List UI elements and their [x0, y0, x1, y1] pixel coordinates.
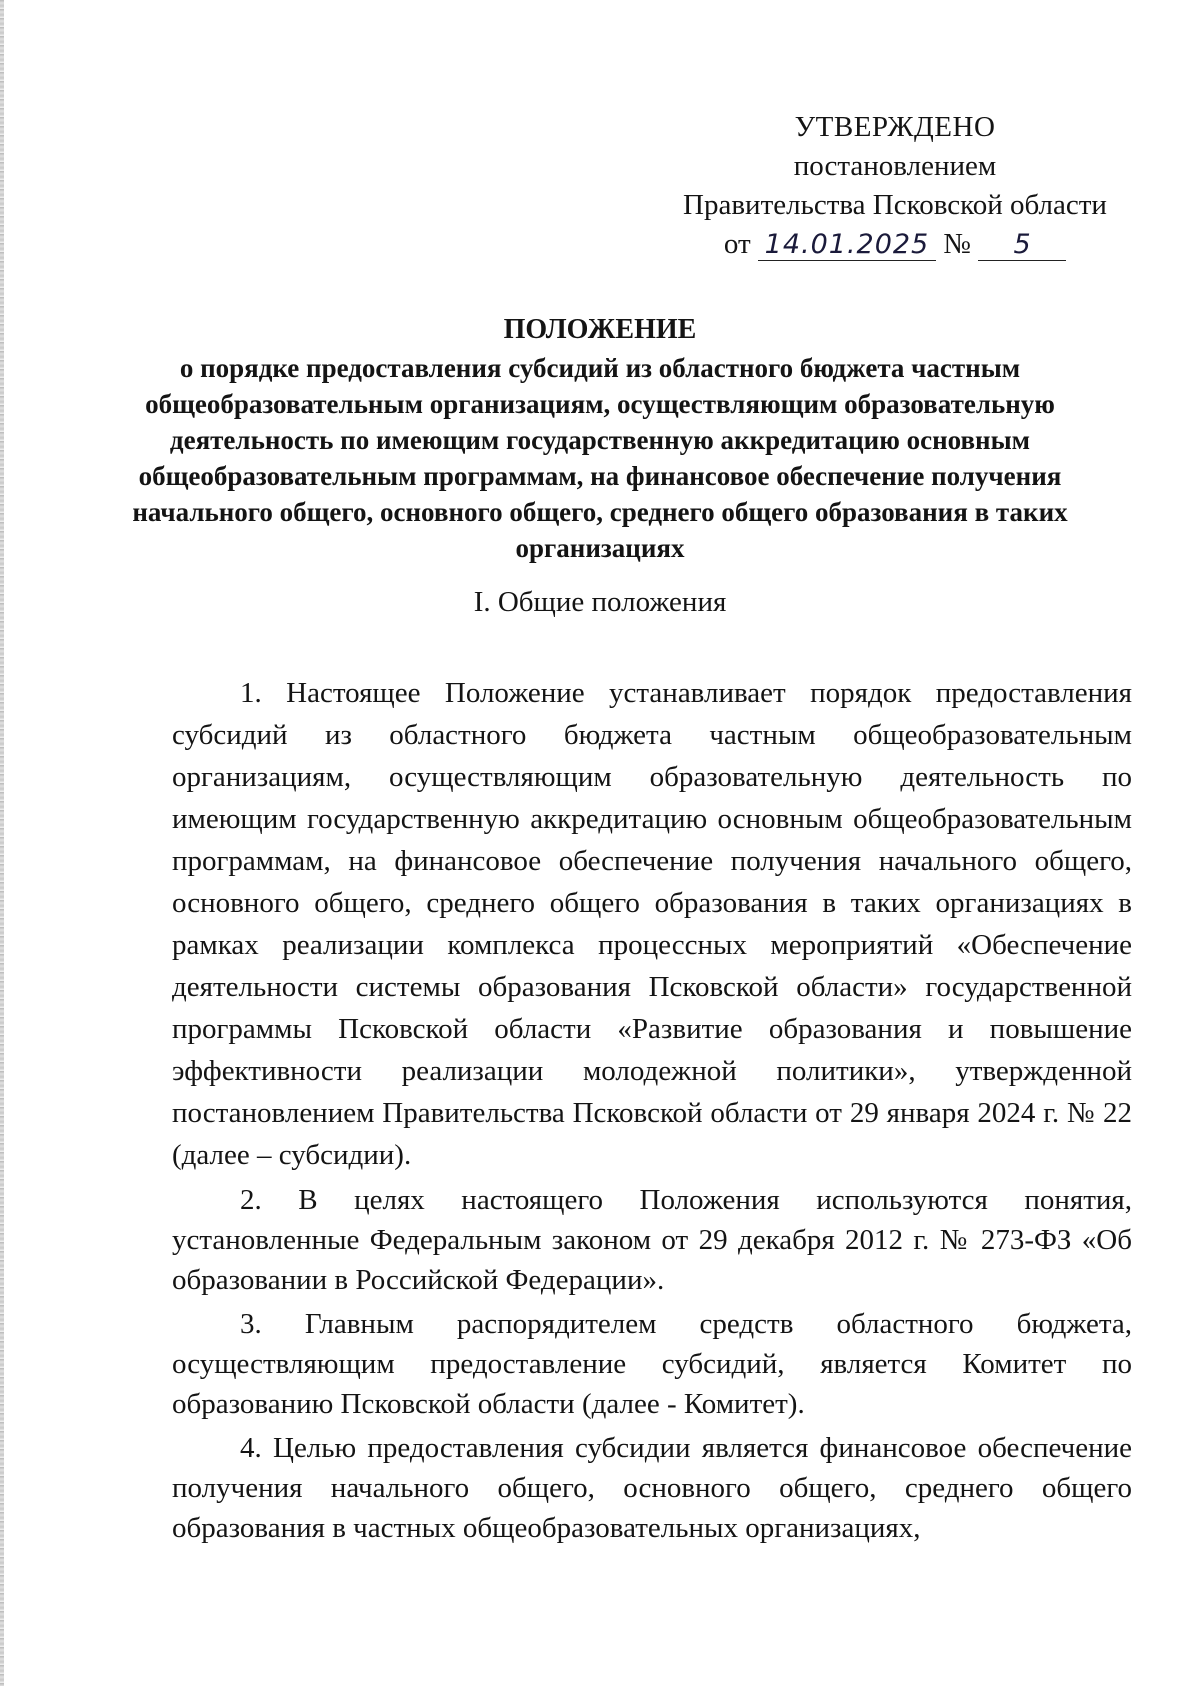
paragraph-1: 1. Настоящее Положение устанавливает порядок предоставления субсидий из областного бюджета частным общеобразовательным организациям, осуществляющим образовательную деятельность по имеющим государственную аккредитацию основным общеобразовательным программам, на финансовое обеспечение получения начального общего, основного общего, среднего общего образования в таких организациях в рамках реализации комплекса процессных мероприятий «Обеспечение деятельности системы образования Псковской области» государственной программы Псковской области «Развитие образования и повышение эффективности реализации молодежной политики», утвержденной постановлением Правительства Псковской области от 29 января 2024 г. № 22 (далее – субсидии).: [172, 677, 1132, 1171]
handwritten-date: 14.01.2025: [758, 230, 936, 261]
approval-title: УТВЕРЖДЕНО: [794, 111, 996, 143]
document-heading: [100, 312, 1100, 566]
document-body: [172, 672, 1132, 1548]
approval-date-number-line: [660, 225, 1130, 264]
document-title: ПОЛОЖЕНИЕ: [503, 314, 697, 345]
approval-line-resolution: постановлением: [793, 150, 997, 182]
paragraph-4: 4. Целью предоставления субсидии является финансовое обеспечение получения начального общего, основного общего, среднего общего образования в частных общеобразовательных организациях,: [172, 1432, 1132, 1544]
number-prefix: №: [943, 228, 971, 260]
approval-line-government: Правительства Псковской области: [683, 189, 1107, 221]
date-prefix: от: [723, 228, 751, 260]
section-title: I. Общие положения: [473, 586, 727, 618]
document-subtitle: о порядке предоставления субсидий из областного бюджета частным общеобразовательным организациям, осуществляющим образовательную деятельность по имеющим государственную аккредитацию основным общеобразовательным программам, на финансовое обеспечение получения начального общего, основного общего, среднего общего образования в таких организациях: [132, 353, 1068, 563]
approval-stamp-block: [660, 108, 1130, 264]
scan-edge: [0, 0, 4, 1686]
paragraph-3: 3. Главным распорядителем средств областного бюджета, осуществляющим предоставление субсидий, является Комитет по образованию Псковской области (далее - Комитет).: [172, 1308, 1132, 1420]
handwritten-number: 5: [978, 230, 1066, 261]
paragraph-2: 2. В целях настоящего Положения используются понятия, установленные Федеральным законом от 29 декабря 2012 г. № 273-ФЗ «Об образовании в Российской Федерации».: [172, 1184, 1132, 1296]
